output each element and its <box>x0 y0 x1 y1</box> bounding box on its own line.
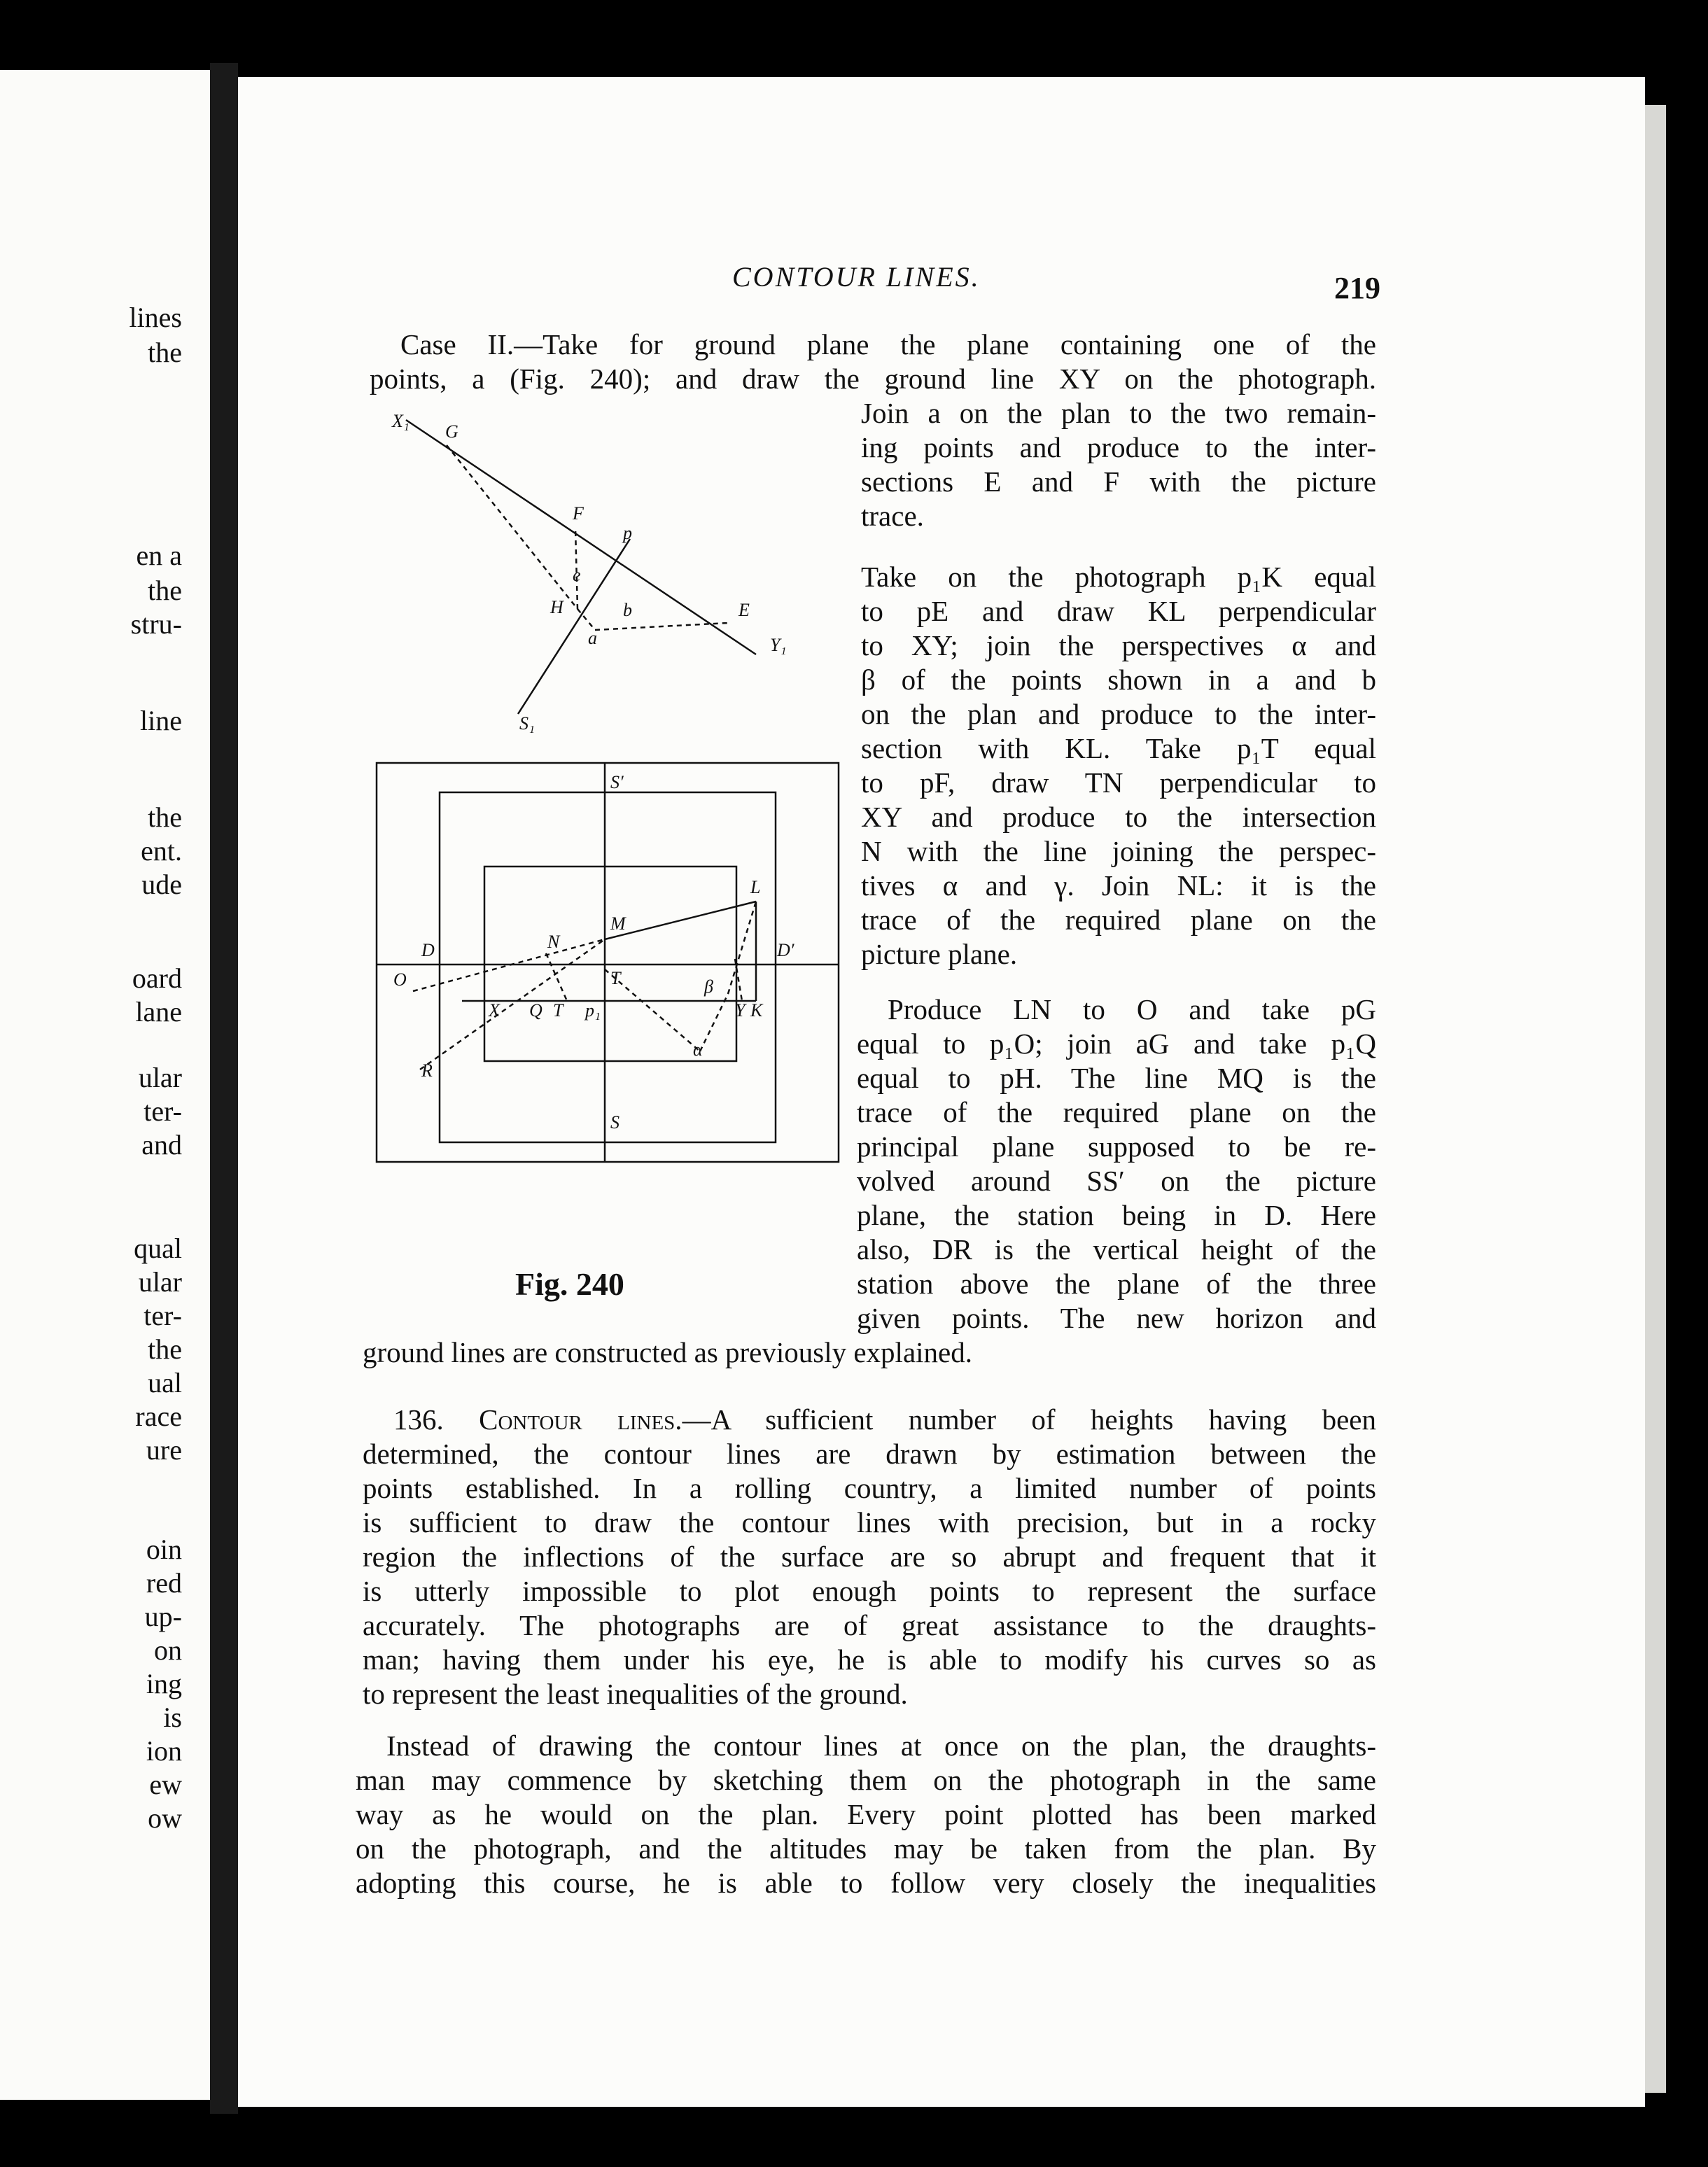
section-heading: Contour lines. <box>479 1403 682 1436</box>
text-line: to pE and draw KL perpendicular <box>861 595 1376 627</box>
perspective-label: Y <box>735 1000 746 1021</box>
left-page-fragment: and <box>141 1129 182 1160</box>
paragraph-produce-tail <box>363 1335 1376 1370</box>
text-line: station above the plane of the three <box>857 1268 1376 1300</box>
text-line: volved around SS′ on the picture <box>857 1165 1376 1197</box>
dashed-line <box>728 902 756 994</box>
left-page-fragment: the <box>148 337 182 368</box>
text-run: —A sufficient number of heights having been <box>682 1403 1377 1436</box>
plan-label: G <box>445 421 458 442</box>
photo-frame <box>440 792 776 1142</box>
perspective-label: L <box>750 877 761 897</box>
text-line: principal plane supposed to be re- <box>857 1130 1376 1163</box>
paragraph-produce <box>857 993 1376 1335</box>
left-page-fragment: ure <box>146 1434 182 1466</box>
plan-diagram <box>406 420 756 714</box>
figure-240 <box>364 399 854 1176</box>
text-line: also, DR is the vertical height of the <box>857 1233 1376 1265</box>
left-page-fragment: stru- <box>130 608 182 640</box>
left-page-fragment: ing <box>146 1668 182 1699</box>
text-line: on the photograph, and the altitudes may be taken from the plan. By <box>356 1832 1376 1865</box>
text-line: trace of the required plane on the <box>861 904 1376 936</box>
text-line: to pF, draw TN perpendicular to <box>861 766 1376 799</box>
left-page-fragment: up- <box>144 1601 182 1632</box>
perspective-label: T <box>610 968 621 988</box>
perspective-label: X <box>489 1000 500 1021</box>
text-line: sections E and F with the picture <box>861 465 1376 498</box>
left-page-fragment: line <box>140 705 182 736</box>
perspective-label: T <box>553 1000 564 1021</box>
text-line: equal to pH. The line MQ is the <box>857 1062 1376 1094</box>
paragraph-instead <box>356 1729 1376 1900</box>
text-line: N with the line joining the perspec- <box>861 835 1376 867</box>
left-page-fragment: on <box>154 1634 182 1666</box>
text-line: equal to p₁O; join aG and take p₁Q <box>857 1028 1376 1060</box>
dashed-line <box>595 623 728 630</box>
left-page-fragment: the <box>148 801 182 833</box>
text-line: points, a (Fig. 240); and draw the ground line XY on the photograph. <box>370 363 1376 395</box>
plan-label: E <box>738 600 750 620</box>
text-line: adopting this course, he is able to follow very closely the inequalities <box>356 1867 1376 1899</box>
text-line: way as he would on the plan. Every point plotted has been marked <box>356 1798 1376 1830</box>
book-gutter <box>210 63 238 2114</box>
plan-label: e <box>573 565 581 585</box>
dashed-line <box>447 445 578 609</box>
text-line: to represent the least inequalities of the ground. <box>363 1678 908 1710</box>
text-line: plane, the station being in D. Here <box>857 1199 1376 1231</box>
left-page-fragment: ude <box>141 869 182 900</box>
left-page <box>0 70 210 2100</box>
left-page-fragment: ter- <box>144 1095 182 1127</box>
plan-label: X₁ <box>392 411 410 431</box>
left-page-fragment: ual <box>148 1367 182 1398</box>
figure-caption: Fig. 240 <box>515 1266 624 1302</box>
case2-intro <box>370 328 1376 396</box>
text-line: region the inflections of the surface are so abrupt and frequent that it <box>363 1541 1376 1573</box>
page-edge <box>1645 105 1666 2093</box>
plan-label: p <box>623 523 632 543</box>
left-page-fragment: en a <box>136 540 182 571</box>
dashed-line <box>700 994 728 1051</box>
text-line: is sufficient to draw the contour lines with precision, but in a rocky <box>363 1506 1376 1538</box>
perspective-label: α <box>693 1039 703 1060</box>
left-page-fragment: ter- <box>144 1300 182 1331</box>
text-line: determined, the contour lines are drawn by estimation between the <box>363 1438 1376 1470</box>
left-page-fragment: red <box>146 1567 182 1599</box>
section-number: 136. <box>393 1403 444 1436</box>
text-line: Take on the photograph p₁K equal <box>861 561 1376 593</box>
perspective-label: D <box>421 940 435 960</box>
plan-label: F <box>573 503 584 524</box>
text-line: ground lines are constructed as previously explained. <box>363 1336 972 1368</box>
plan-label: b <box>623 600 632 620</box>
text-line: Join a on the plan to the two remain- <box>861 397 1376 429</box>
perspective-label: N <box>547 932 560 952</box>
text-line: trace of the required plane on the <box>857 1096 1376 1128</box>
plan-label: S₁ <box>519 713 536 734</box>
perspective-label: p₁ <box>585 1000 601 1021</box>
plan-label: Y₁ <box>770 635 787 655</box>
perspective-label: β <box>704 976 713 997</box>
dashed-line <box>546 953 567 1001</box>
text-line: is utterly impossible to plot enough points to represent the surface <box>363 1575 1376 1607</box>
page-number: 219 <box>1334 271 1380 305</box>
paragraph-take <box>861 560 1376 972</box>
text-line: XY and produce to the intersection <box>861 801 1376 833</box>
left-page-fragment: is <box>163 1702 182 1733</box>
text-line: picture plane. <box>861 938 1018 970</box>
left-page-fragment: ent. <box>141 835 182 867</box>
left-page-fragment: the <box>148 1333 182 1365</box>
perspective-label: S′ <box>610 772 624 792</box>
text-line: Instead of drawing the contour lines at once on the plan, the draughts- <box>386 1730 1376 1762</box>
left-page-fragment: lane <box>135 996 182 1028</box>
text-line: accurately. The photographs are of great assistance to the draughts- <box>363 1609 1376 1641</box>
text-line: given points. The new horizon and <box>857 1302 1376 1334</box>
text-line: Case II.—Take for ground plane the plane containing one of the <box>400 328 1376 360</box>
left-page-fragment: lines <box>129 302 182 333</box>
left-page-fragment: ion <box>146 1735 182 1767</box>
running-title: CONTOUR LINES. <box>732 261 981 293</box>
text-line: points established. In a rolling country, a limited number of points <box>363 1472 1376 1504</box>
text-line: Produce LN to O and take pG <box>888 993 1376 1025</box>
text-line: man; having them under his eye, he is able to modify his curves so as <box>363 1643 1376 1676</box>
text-line: tives α and γ. Join NL: it is the <box>861 869 1376 902</box>
perspective-label: D′ <box>777 940 794 960</box>
left-page-fragment: ow <box>148 1802 182 1834</box>
left-page-fragment: race <box>135 1401 182 1432</box>
trace-ml <box>605 902 756 939</box>
left-page-fragment: ular <box>138 1062 182 1093</box>
text-line: trace. <box>861 500 924 532</box>
plan-label: H <box>550 597 564 617</box>
ground-line <box>406 420 756 654</box>
right-column-join <box>861 396 1376 533</box>
left-page-fragment: ew <box>149 1769 182 1800</box>
text-line: man may commence by sketching them on the photograph in the same <box>356 1764 1376 1796</box>
outer-frame <box>377 763 839 1162</box>
left-page-fragment: ular <box>138 1266 182 1298</box>
left-page-fragment: oin <box>146 1534 182 1565</box>
text-line: ing points and produce to the inter- <box>861 431 1376 463</box>
left-page-fragment: qual <box>134 1233 182 1264</box>
text-line: on the plan and produce to the inter- <box>861 698 1376 730</box>
text-line: section with KL. Take p₁T equal <box>861 732 1376 764</box>
perspective-label: Q <box>529 1000 542 1021</box>
dashed-line <box>420 939 605 1070</box>
plan-label: a <box>588 628 597 648</box>
perspective-label: K <box>750 1000 763 1021</box>
perspective-label: S <box>610 1112 620 1132</box>
perspective-diagram <box>377 763 839 1162</box>
perspective-label: M <box>610 913 626 934</box>
left-page-fragment: oard <box>132 962 182 994</box>
perspective-label: R <box>421 1060 433 1081</box>
text-line <box>363 1403 1376 1437</box>
perspective-label: O <box>393 969 407 990</box>
dashed-line <box>578 609 595 630</box>
left-page-fragment: the <box>148 575 182 606</box>
section-136 <box>363 1403 1376 1711</box>
text-line: β of the points shown in a and b <box>861 664 1376 696</box>
text-line: to XY; join the perspectives α and <box>861 629 1376 661</box>
